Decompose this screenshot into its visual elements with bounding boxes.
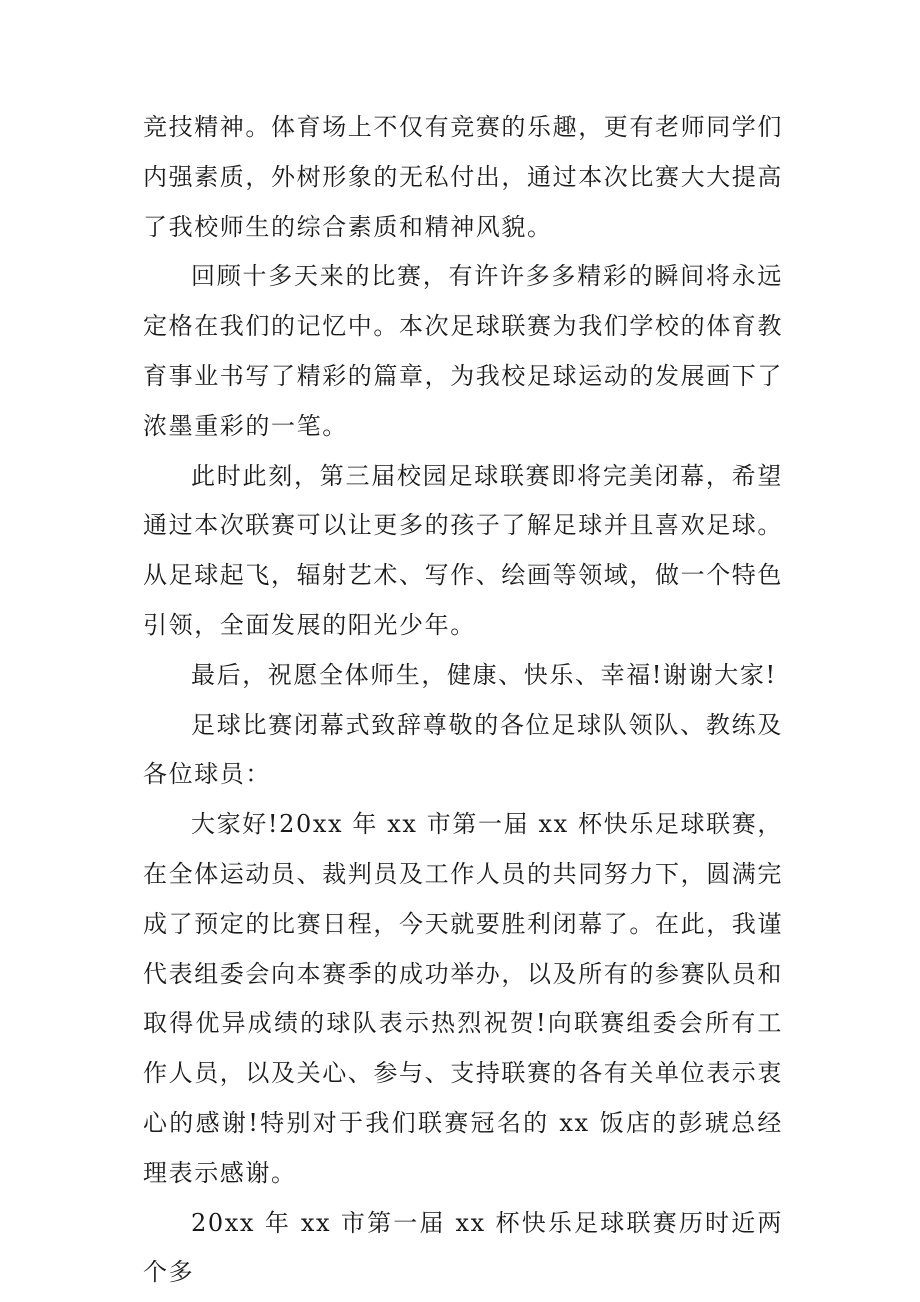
- document-body: [143, 103, 783, 1298]
- paragraph-continuation: 竞技精神。体育场上不仅有竞赛的乐趣，更有老师同学们内强素质，外树形象的无私付出，通过本次比赛大大提高了我校师生的综合素质和精神风貌。: [143, 113, 783, 241]
- paragraph-review: 回顾十多天来的比赛，有许许多多精彩的瞬间将永远定格在我们的记忆中。本次足球联赛为我们学校的体育教育事业书写了精彩的篇章，为我校足球运动的发展画下了浓墨重彩的一笔。: [143, 262, 783, 440]
- paragraph-closing-hope: 此时此刻，第三届校园足球联赛即将完美闭幕，希望通过本次联赛可以让更多的孩子了解足球并且喜欢足球。从足球起飞，辐射艺术、写作、绘画等领域，做一个特色引领，全面发展的阳光少年。: [143, 461, 783, 639]
- paragraph-wishes: 最后，祝愿全体师生，健康、快乐、幸福!谢谢大家!: [191, 660, 777, 689]
- paragraph-speech-title: 足球比赛闭幕式致辞尊敬的各位足球队领队、教练及各位球员：: [143, 710, 783, 789]
- paragraph-league-duration: 20xx 年 xx 市第一届 xx 杯快乐足球联赛历时近两个多: [143, 1208, 783, 1287]
- paragraph-greeting: 大家好!20xx 年 xx 市第一届 xx 杯快乐足球联赛，在全体运动员、裁判员及工作人员的共同努力下，圆满完成了预定的比赛日程，今天就要胜利闭幕了。在此，我谨代表组委会向本赛季的成功举办，以及所有的参赛队员和取得优异成绩的球队表示热烈祝贺!向联赛组委会所有工作人员，以及关心、参与、支持联赛的各有关单位表示衷心的感谢!特别对于我们联赛冠名的 xx 饭店的彭琥总经理表示感谢。: [143, 810, 783, 1187]
